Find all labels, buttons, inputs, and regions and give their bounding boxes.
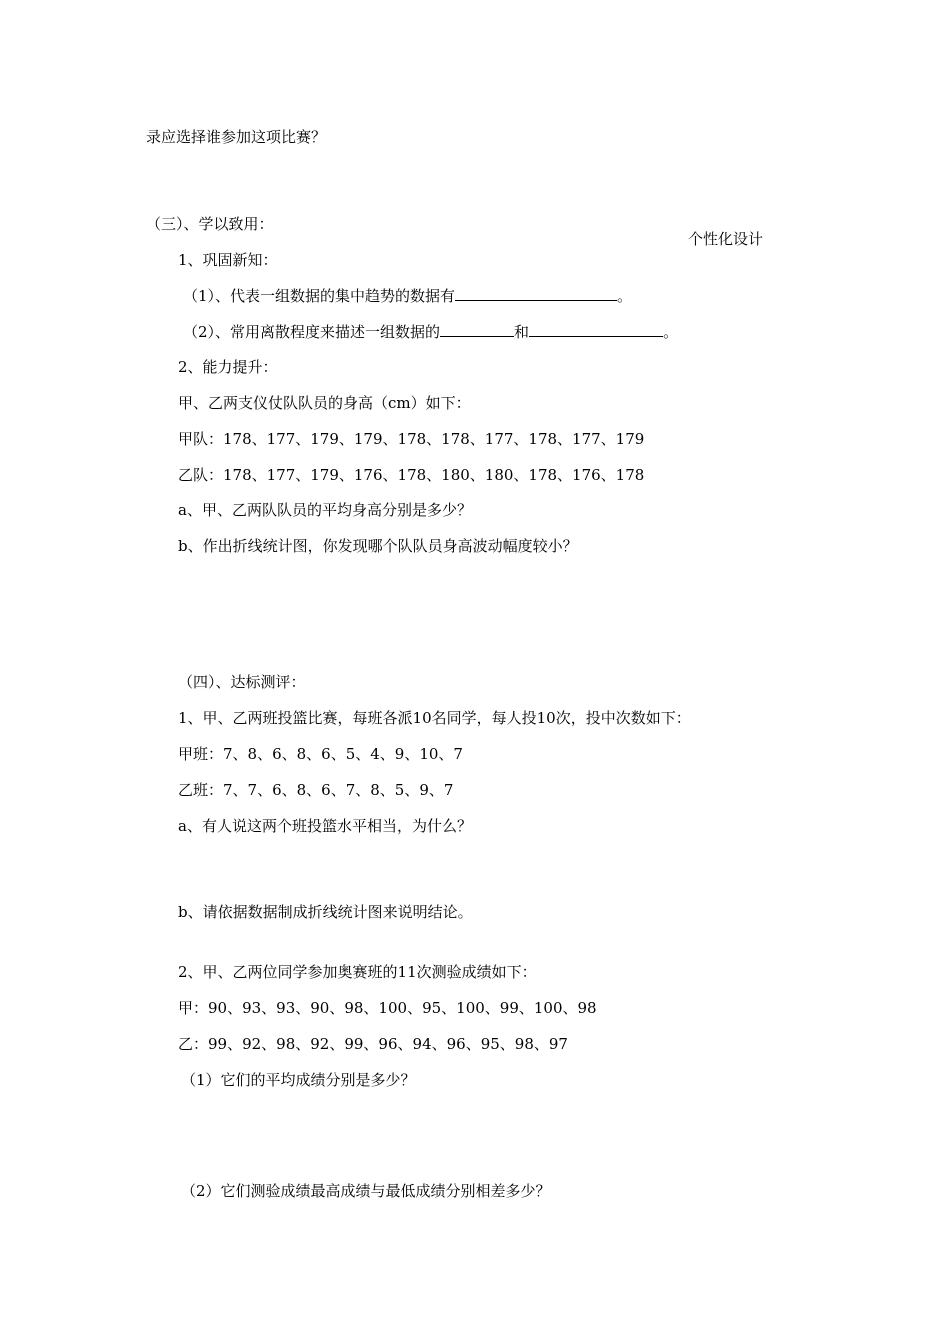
section3-heading: （三）、学以致用：: [146, 215, 274, 233]
answer-blank-1[interactable]: [455, 286, 617, 301]
class-b-shots: 乙班：7、7、6、8、6、7、8、5、9、7: [178, 781, 454, 799]
question-2-middle: 和: [514, 323, 530, 341]
problem2-intro: 2、甲、乙两位同学参加奥赛班的11次测验成绩如下：: [178, 963, 537, 981]
part2-question-b: b、作出折线统计图，你发现哪个队队员身高波动幅度较小？: [178, 537, 578, 555]
team-a-heights: 甲队：178、177、179、179、178、178、177、178、177、179: [178, 430, 645, 448]
question-2-line: [183, 322, 678, 342]
question-1-end: 。: [617, 287, 633, 305]
question-1-line: [183, 286, 632, 306]
team-b-heights: 乙队：178、177、179、176、178、180、180、178、176、178: [178, 466, 645, 484]
student-b-scores: 乙：99、92、98、92、99、96、94、96、95、98、97: [178, 1035, 568, 1053]
intro-question: 录应选择谁参加这项比赛？: [146, 128, 327, 146]
problem1-intro: 1、甲、乙两班投篮比赛，每班各派10名同学，每人投10次，投中次数如下：: [178, 709, 691, 727]
answer-blank-3[interactable]: [529, 322, 663, 337]
side-note: 个性化设计: [688, 230, 764, 248]
question-1-text: （1）、代表一组数据的集中趋势的数据有: [183, 287, 456, 305]
part2-title: 2、能力提升：: [178, 358, 278, 376]
question-2-end: 。: [663, 323, 679, 341]
question-2-text: （2）、常用离散程度来描述一组数据的: [183, 323, 441, 341]
problem2-question-1: （1）它们的平均成绩分别是多少？: [181, 1071, 416, 1089]
part2-intro: 甲、乙两支仪仗队队员的身高（cm）如下：: [178, 394, 471, 412]
problem2-question-2: （2）它们测验成绩最高成绩与最低成绩分别相差多少？: [181, 1182, 551, 1200]
class-a-shots: 甲班：7、8、6、8、6、5、4、9、10、7: [178, 745, 463, 763]
problem1-question-b: b、请依据数据制成折线统计图来说明结论。: [178, 903, 473, 921]
problem1-question-a: a、有人说这两个班投篮水平相当，为什么？: [178, 817, 472, 835]
student-a-scores: 甲：90、93、93、90、98、100、95、100、99、100、98: [178, 999, 597, 1017]
part1-title: 1、巩固新知：: [178, 251, 278, 269]
answer-blank-2[interactable]: [440, 322, 514, 337]
section4-heading: （四）、达标测评：: [178, 673, 306, 691]
part2-question-a: a、甲、乙两队队员的平均身高分别是多少？: [178, 501, 472, 519]
